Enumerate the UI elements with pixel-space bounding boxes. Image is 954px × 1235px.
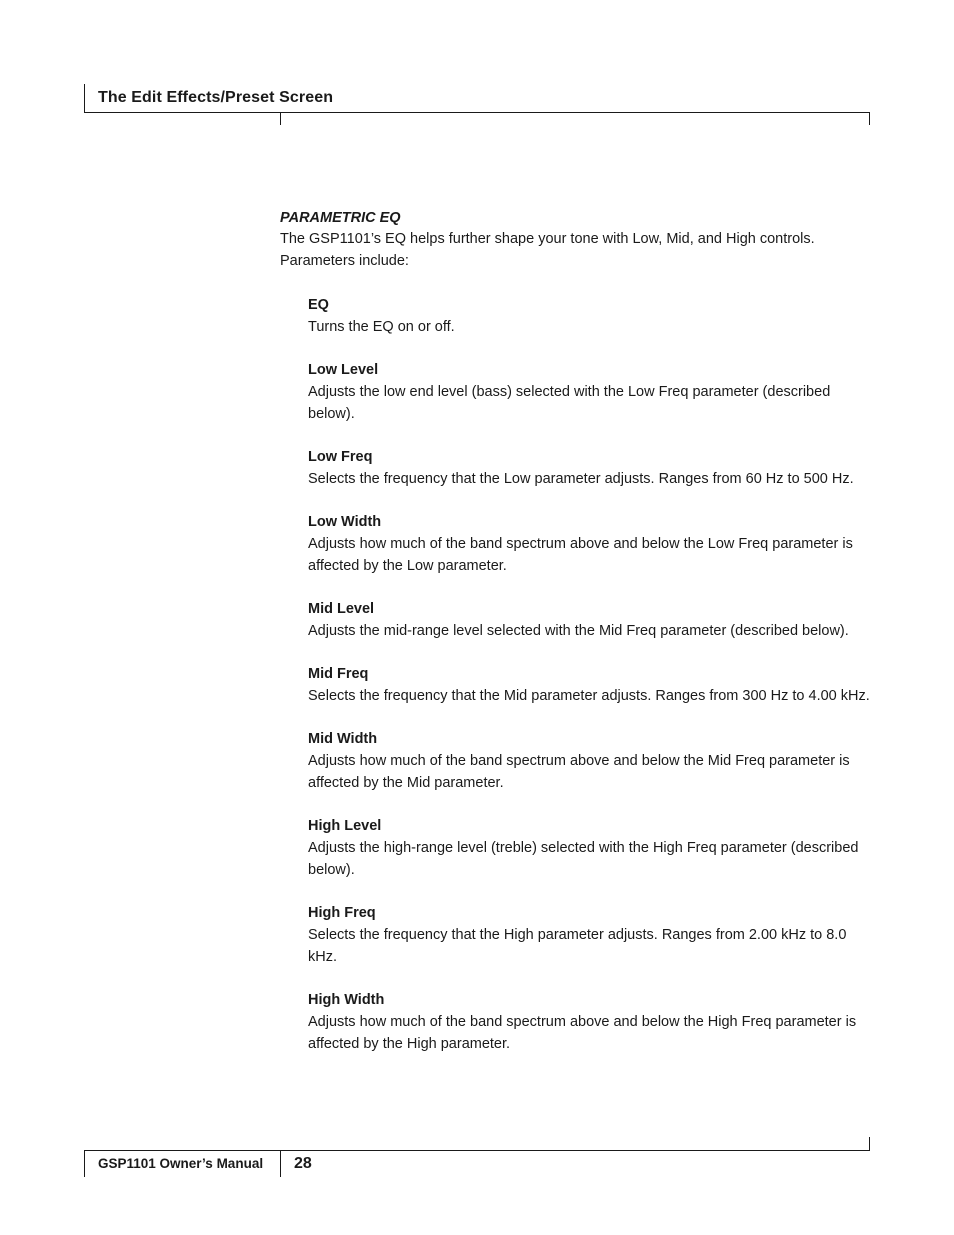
footer-manual-title: GSP1101 Owner’s Manual bbox=[98, 1156, 264, 1171]
parameter-name: Low Width bbox=[308, 514, 382, 530]
parameter-description: Adjusts how much of the band spectrum above and below the Low Freq parameter is affected by the Low parameter. bbox=[308, 536, 853, 574]
main-content bbox=[280, 208, 870, 1076]
section-title: PARAMETRIC EQ bbox=[280, 210, 401, 226]
parameter-mid-width bbox=[308, 728, 870, 794]
parameter-description: Adjusts the high-range level (treble) selected with the High Freq parameter (described below). bbox=[308, 840, 859, 878]
page-header-title: The Edit Effects/Preset Screen bbox=[98, 89, 334, 106]
parameter-name: High Level bbox=[308, 818, 382, 834]
parameter-low-level bbox=[308, 359, 870, 425]
parameter-description: Turns the EQ on or off. bbox=[308, 319, 455, 335]
parameter-mid-level bbox=[308, 598, 870, 642]
parameter-high-level bbox=[308, 815, 870, 881]
parameter-name: Low Freq bbox=[308, 449, 373, 465]
footer-left-vertical-rule bbox=[84, 1150, 85, 1177]
header-center-tick bbox=[280, 112, 281, 125]
parameter-low-width bbox=[308, 511, 870, 577]
section-intro: The GSP1101’s EQ helps further shape your tone with Low, Mid, and High controls. Parameters include: bbox=[280, 231, 815, 269]
parameter-description: Adjusts the low end level (bass) selected with the Low Freq parameter (described below). bbox=[308, 384, 831, 422]
parameter-eq bbox=[308, 294, 870, 338]
parameter-name: Mid Width bbox=[308, 731, 378, 747]
parameter-list bbox=[308, 294, 870, 1055]
footer-divider-rule bbox=[280, 1150, 281, 1177]
parameter-description: Selects the frequency that the Mid parameter adjusts. Ranges from 300 Hz to 4.00 kHz. bbox=[308, 688, 870, 704]
footer-right-tick bbox=[869, 1137, 870, 1151]
page-number: 28 bbox=[294, 1155, 312, 1172]
parameter-description: Selects the frequency that the High parameter adjusts. Ranges from 2.00 kHz to 8.0 kHz. bbox=[308, 927, 847, 965]
parameter-description: Adjusts how much of the band spectrum above and below the High Freq parameter is affected by the High parameter. bbox=[308, 1014, 857, 1052]
parameter-description: Selects the frequency that the Low parameter adjusts. Ranges from 60 Hz to 500 Hz. bbox=[308, 471, 854, 487]
header-right-tick bbox=[869, 112, 870, 125]
parameter-name: Mid Freq bbox=[308, 666, 369, 682]
parameter-mid-freq bbox=[308, 663, 870, 707]
parameter-name: Mid Level bbox=[308, 601, 375, 617]
parameter-name: High Freq bbox=[308, 905, 376, 921]
parameter-high-freq bbox=[308, 902, 870, 968]
parameter-name: EQ bbox=[308, 297, 329, 313]
parameter-description: Adjusts the mid-range level selected with the Mid Freq parameter (described below). bbox=[308, 623, 849, 639]
parameter-description: Adjusts how much of the band spectrum above and below the Mid Freq parameter is affected by the Mid parameter. bbox=[308, 753, 850, 791]
parameter-low-freq bbox=[308, 446, 870, 490]
parameter-name: High Width bbox=[308, 992, 385, 1008]
header-left-vertical-rule bbox=[84, 84, 85, 113]
parameter-high-width bbox=[308, 989, 870, 1055]
parameter-name: Low Level bbox=[308, 362, 379, 378]
footer-horizontal-rule bbox=[84, 1150, 870, 1151]
header-horizontal-rule bbox=[84, 112, 870, 113]
